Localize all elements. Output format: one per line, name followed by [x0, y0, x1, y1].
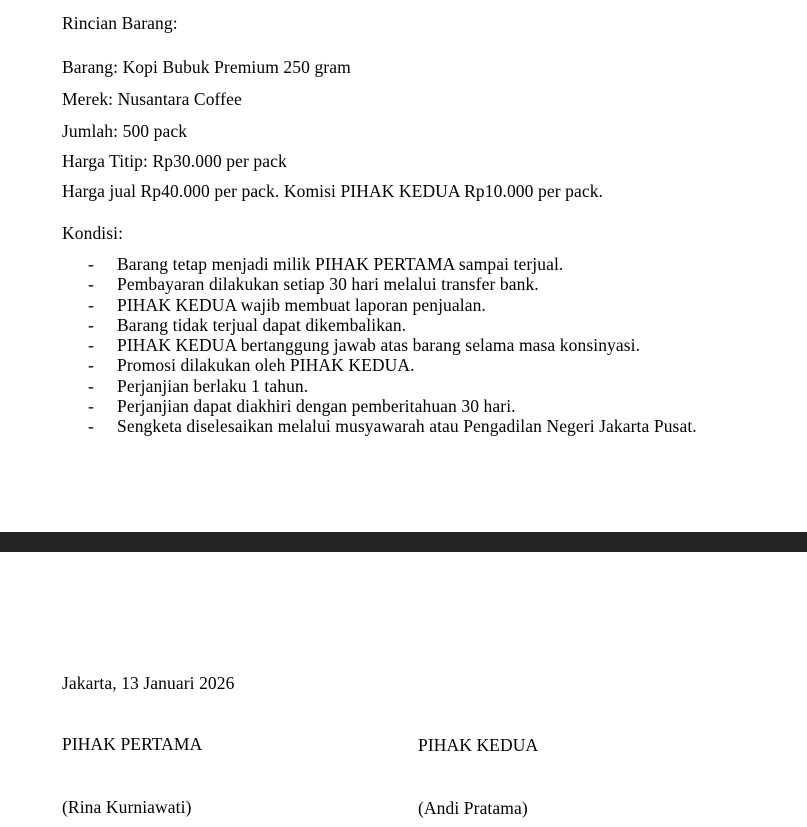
party-first-name: (Rina Kurniawati): [62, 797, 192, 817]
place-and-date: Jakarta, 13 Januari 2026: [62, 673, 235, 693]
list-item: [62, 295, 697, 315]
list-item-text: Barang tetap menjadi milik PIHAK PERTAMA sampai terjual.: [117, 254, 564, 274]
page-separator-bar: [0, 532, 807, 552]
bullet-dash-icon: -: [88, 416, 94, 437]
list-item: [62, 335, 697, 355]
list-item-text: Perjanjian berlaku 1 tahun.: [117, 375, 309, 396]
detail-line-merek: Merek: Nusantara Coffee: [62, 89, 242, 109]
list-item: [62, 355, 697, 375]
detail-line-harga-jual: Harga jual Rp40.000 per pack. Komisi PIHAK KEDUA Rp10.000 per pack.: [62, 181, 604, 201]
bullet-dash-icon: -: [88, 274, 94, 295]
list-item-text: PIHAK KEDUA bertanggung jawab atas barang selama masa konsinyasi.: [117, 335, 641, 356]
party-second-label: PIHAK KEDUA: [418, 735, 539, 755]
list-item: [62, 376, 697, 396]
details-heading: Rincian Barang:: [62, 13, 178, 33]
bullet-dash-icon: -: [88, 355, 94, 376]
bullet-dash-icon: -: [88, 254, 94, 274]
conditions-heading: Kondisi:: [62, 223, 124, 243]
list-item-text: Sengketa diselesaikan melalui musyawarah atau Pengadilan Negeri Jakarta Pusat.: [117, 416, 697, 437]
bullet-dash-icon: -: [88, 375, 94, 396]
list-item: [62, 315, 697, 335]
party-second-name: (Andi Pratama): [418, 798, 528, 818]
list-item-text: Promosi dilakukan oleh PIHAK KEDUA.: [117, 355, 415, 376]
list-item-text: PIHAK KEDUA wajib membuat laporan penjualan.: [117, 294, 486, 315]
list-item: [62, 274, 697, 294]
detail-line-harga-titip: Harga Titip: Rp30.000 per pack: [62, 151, 287, 171]
party-first-label: PIHAK PERTAMA: [62, 734, 203, 754]
conditions-list: [62, 254, 697, 437]
list-item: [62, 416, 697, 436]
bullet-dash-icon: -: [88, 314, 94, 335]
detail-line-barang: Barang: Kopi Bubuk Premium 250 gram: [62, 57, 351, 77]
list-item: [62, 396, 697, 416]
list-item: [62, 254, 697, 274]
bullet-dash-icon: -: [88, 335, 94, 356]
list-item-text: Pembayaran dilakukan setiap 30 hari melalui transfer bank.: [117, 274, 539, 295]
list-item-text: Perjanjian dapat diakhiri dengan pemberitahuan 30 hari.: [117, 396, 516, 417]
detail-line-jumlah: Jumlah: 500 pack: [62, 121, 188, 141]
bullet-dash-icon: -: [88, 396, 94, 417]
list-item-text: Barang tidak terjual dapat dikembalikan.: [117, 314, 407, 335]
bullet-dash-icon: -: [88, 294, 94, 315]
